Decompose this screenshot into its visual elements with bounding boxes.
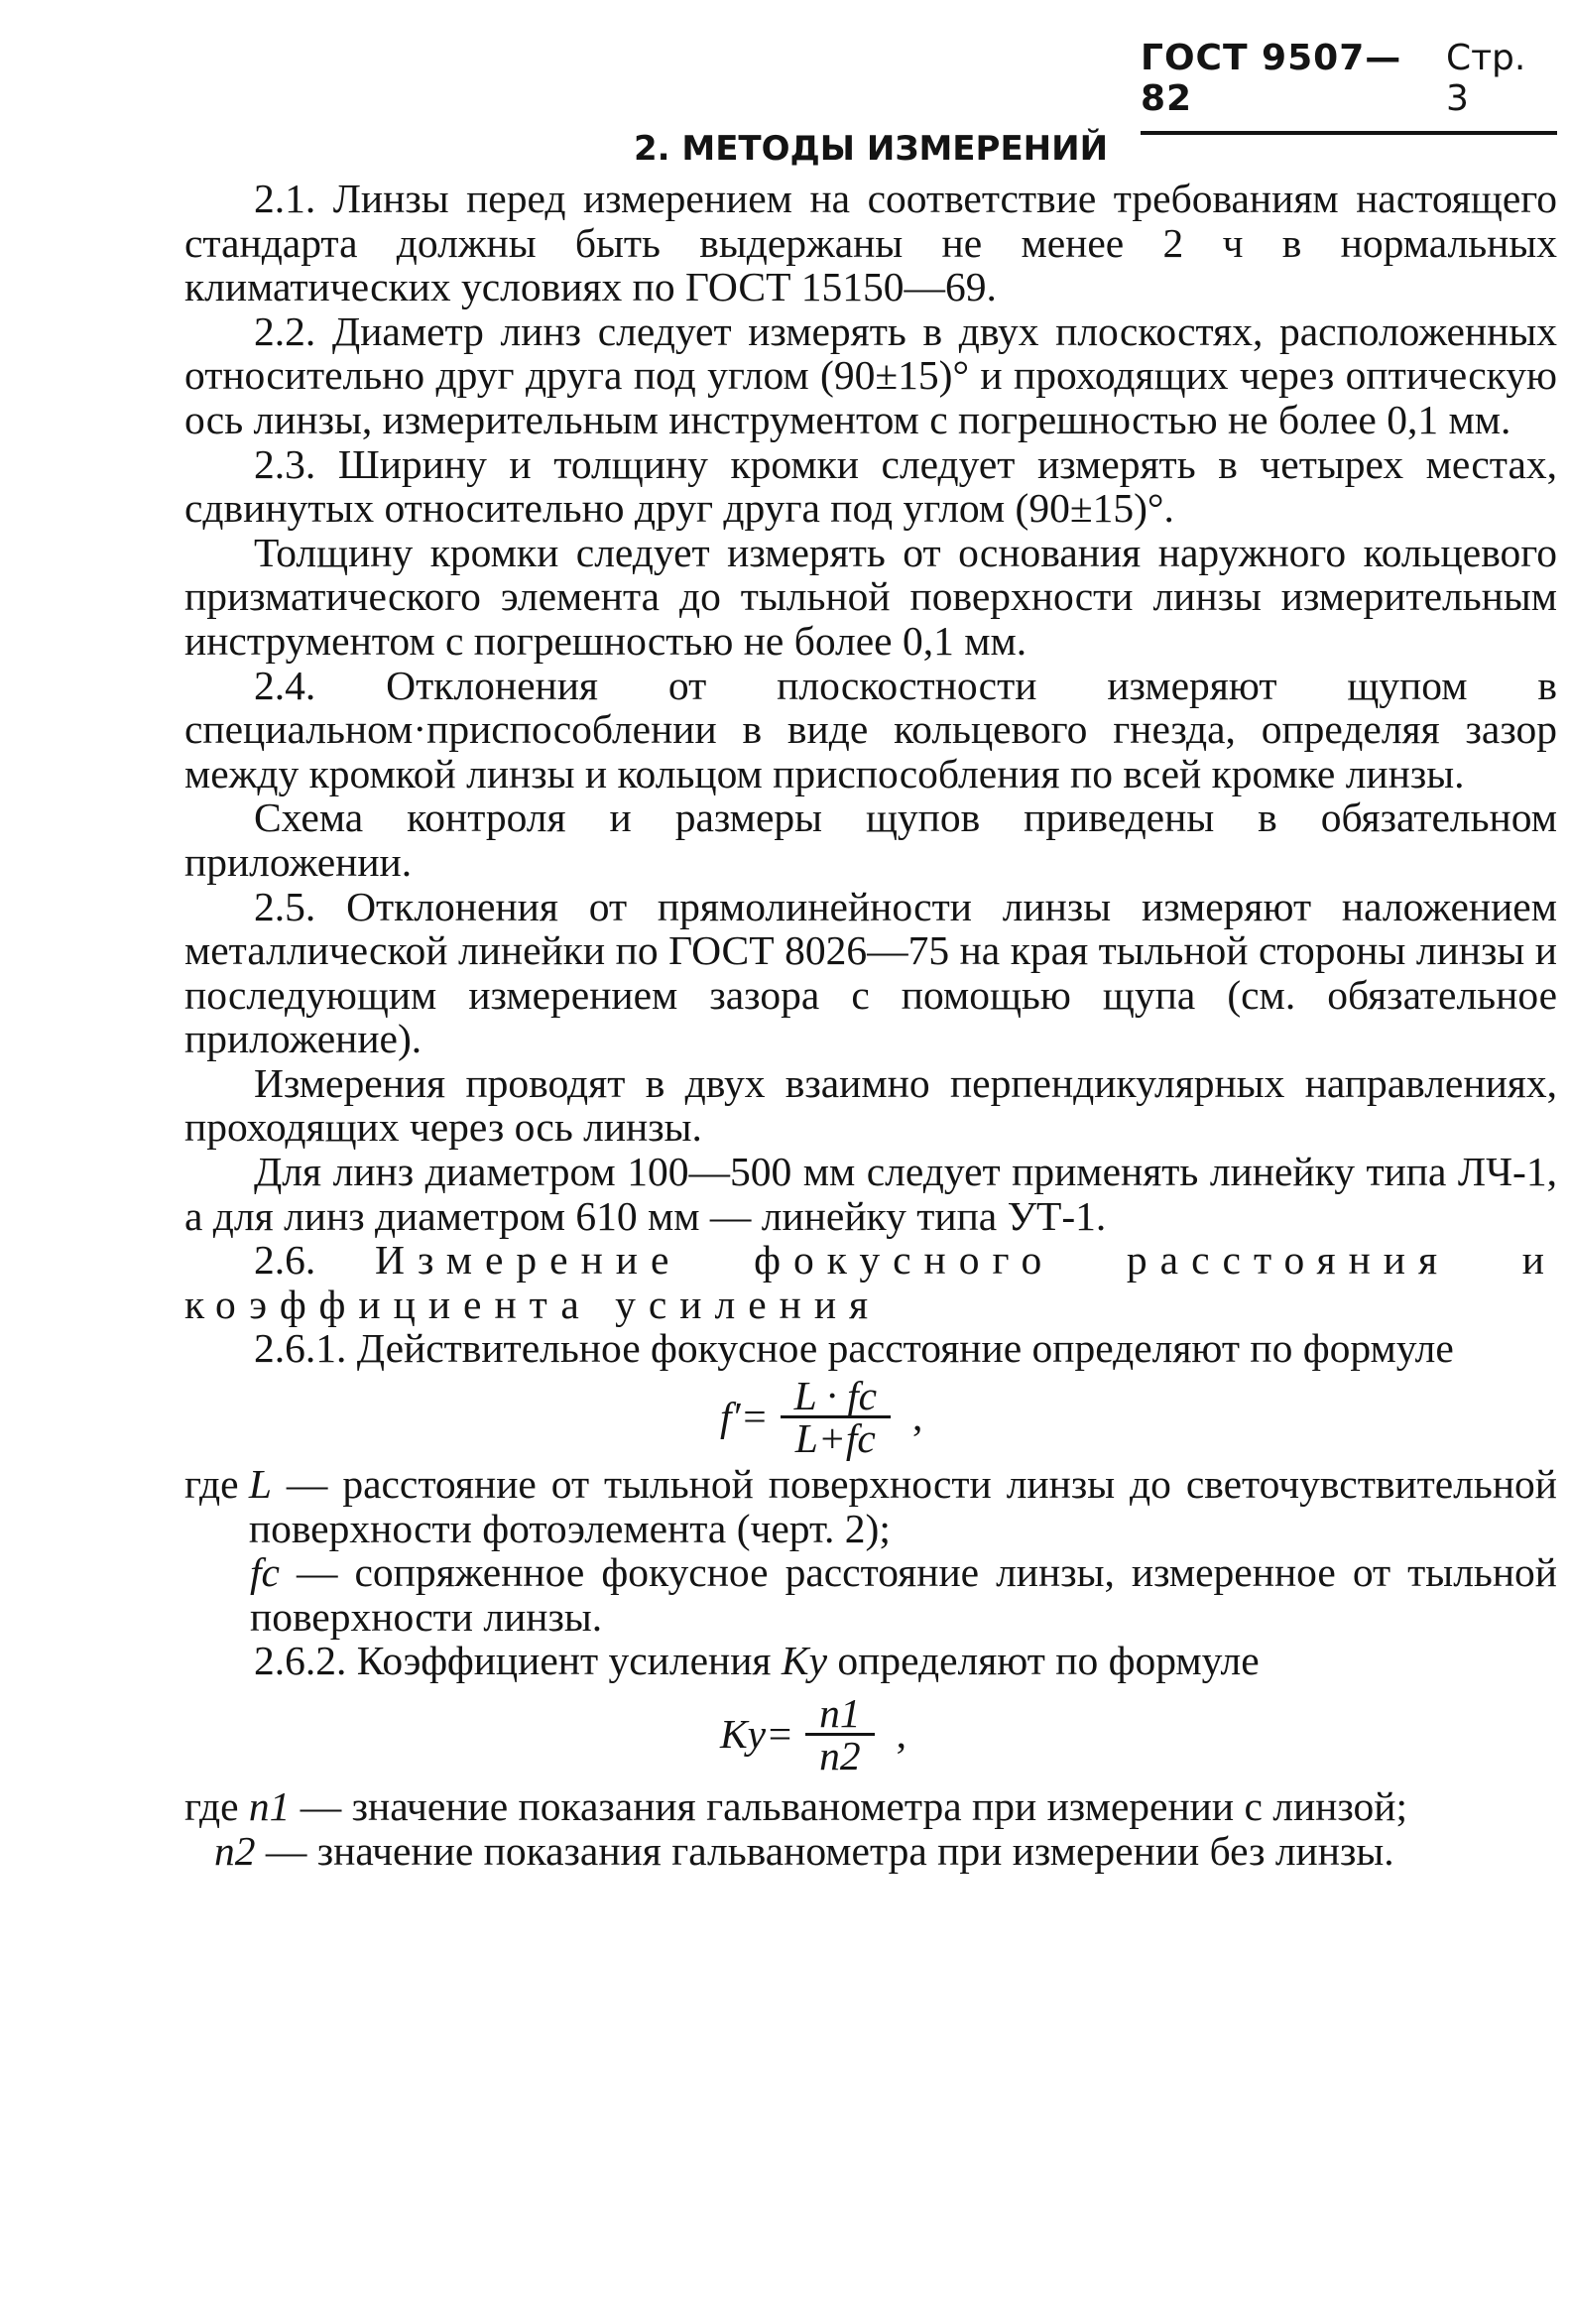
definition-n2: n2 — значение показания гальванометра при измерении без линзы. <box>214 1827 1394 1874</box>
definition-n1: где n1 — значение показания гальванометра при измерении с линзой; <box>184 1783 1408 1829</box>
paragraph-2-3: 2.3. Ширину и толщину кромки следует измерять в четырех местах, сдвинутых относительно друг друга под углом (90±15)°. <box>184 440 1557 532</box>
page-number: Стр. 3 <box>1445 38 1526 119</box>
standard-code: ГОСТ 9507—82 <box>1141 38 1402 119</box>
formula-numerator: L · fc <box>781 1376 891 1418</box>
paragraph-2-4-scheme: Схема контроля и размеры щупов приведены в обязательном приложении. <box>184 795 1557 885</box>
formula-denominator: L+fc <box>794 1414 876 1461</box>
definition-L: где L — расстояние от тыльной поверхности линзы до светочувствительной поверхности фотоэлемента (черт. 2); <box>184 1461 1557 1551</box>
paragraph-2-3-edge: Толщину кромки следует измерять от основания наружного кольцевого призматического элемента до тыльной поверхности линзы измерительным инструментом с погрешностью не более 0,1 мм. <box>184 529 1557 664</box>
formula-numerator: n1 <box>805 1693 875 1736</box>
paragraph-2-4: 2.4. Отклонения от плоскостности измеряют щупом в специальном·приспособлении в виде кольцевого гнезда, определяя зазор между кромкой линзы и кольцом приспособления по всей кромке линзы. <box>184 662 1557 796</box>
page-header <box>1141 38 1557 135</box>
paragraph-2-1: 2.1. Линзы перед измерением на соответствие требованиям настоящего стандарта должны быть выдержаны не менее 2 ч в нормальных климатических условиях по ГОСТ 15150—69. <box>184 176 1557 310</box>
paragraph-2-6-1: 2.6.1. Действительное фокусное расстояние определяют по формуле <box>254 1325 1454 1372</box>
paragraph-2-5: 2.5. Отклонения от прямолинейности линзы измеряют наложением металлической линейки по ГОСТ 8026—75 на края тыльной стороны линзы и последующим измерением зазора с помощью щупа (см. обязательное приложение). <box>184 883 1557 1062</box>
focal-length-formula <box>720 1372 1557 1461</box>
definition-fc: fc — сопряженное фокусное расстояние линзы, измеренное от тыльной поверхности линзы. <box>250 1549 1557 1640</box>
formula-comma: , <box>912 1393 923 1439</box>
section-title: 2. МЕТОДЫ ИЗМЕРЕНИЙ <box>633 129 1109 169</box>
formula-comma: , <box>896 1710 906 1757</box>
paragraph-2-6-2: 2.6.2. Коэффициент усиления Kу определяют по формуле <box>254 1638 1260 1684</box>
paragraph-2-5-rulers: Для линз диаметром 100—500 мм следует применять линейку типа ЛЧ-1, а для линз диаметром 610 мм — линейку типа УТ-1. <box>184 1149 1557 1239</box>
paragraph-2-5-directions: Измерения проводят в двух взаимно перпендикулярных направлениях, проходящих через ось линзы. <box>184 1059 1557 1151</box>
formula-fraction <box>805 1689 875 1778</box>
paragraph-2-2: 2.2. Диаметр линз следует измерять в двух плоскостях, расположенных относительно друг друга под углом (90±15)° и проходящих через оптическую ось линзы, измерительным инструментом с погрешностью не более 0,1 мм. <box>184 307 1557 442</box>
formula-denominator: n2 <box>819 1732 861 1778</box>
formula-lhs: f′= <box>720 1393 769 1439</box>
formula-lhs: Kу= <box>720 1710 794 1757</box>
formula-fraction <box>781 1372 891 1461</box>
document-body <box>184 127 1557 1873</box>
paragraph-2-6-heading: 2.6. Измерение фокусного расстояния и коэффициента усиления <box>184 1237 1557 1327</box>
gain-formula <box>720 1689 1557 1778</box>
